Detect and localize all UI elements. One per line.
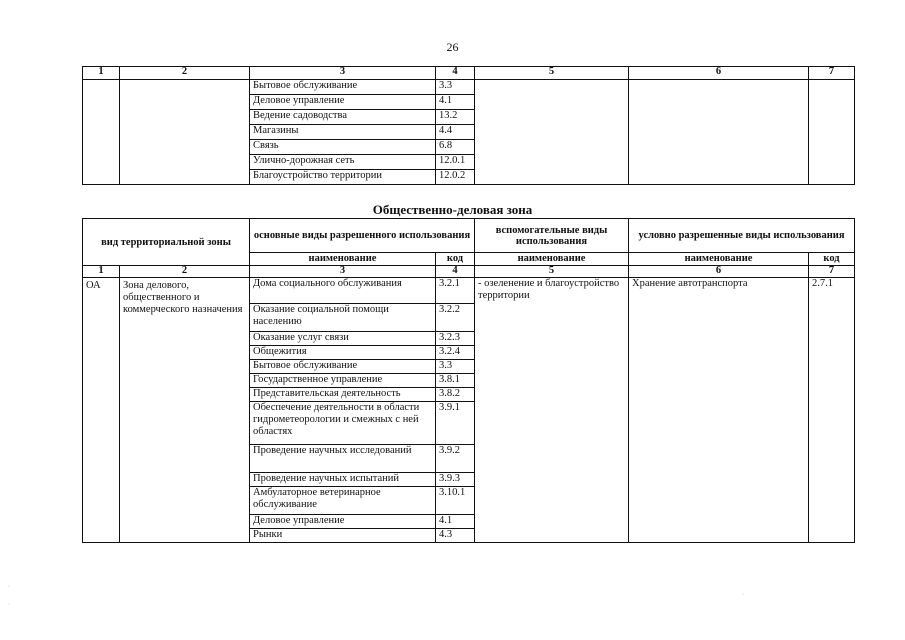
col-number: 1	[83, 67, 120, 80]
col-number: 3	[250, 67, 436, 80]
scan-speck: ·	[8, 602, 10, 608]
zone-name: Зона делового, общественного и коммерческого назначения	[120, 278, 250, 543]
zone-code: ОА	[83, 278, 120, 543]
col-number: 4	[436, 266, 475, 278]
zone-table	[82, 218, 855, 543]
use-name: Представительская деятельность	[250, 388, 436, 402]
col-number: 5	[475, 266, 629, 278]
use-name: Амбулаторное ветеринарное обслуживание	[250, 487, 436, 515]
col-number: 6	[629, 266, 809, 278]
subheader-code: код	[436, 253, 475, 266]
col-number: 2	[120, 67, 250, 80]
use-code: 3.9.3	[436, 473, 475, 487]
use-code: 4.3	[436, 529, 475, 543]
use-code: 3.8.2	[436, 388, 475, 402]
use-name: Ведение садоводства	[250, 110, 436, 125]
use-name: Деловое управление	[250, 95, 436, 110]
col-number: 6	[629, 67, 809, 80]
subheader-name: наименование	[250, 253, 436, 266]
scan-speck: ·	[742, 592, 744, 598]
use-code: 3.10.1	[436, 487, 475, 515]
header-main-uses: основные виды разрешенного использования	[250, 219, 475, 253]
use-code: 3.2.1	[436, 278, 475, 304]
subheader-name: наименование	[475, 253, 629, 266]
use-code: 3.9.1	[436, 402, 475, 445]
use-name: Магазины	[250, 125, 436, 140]
empty-cell	[629, 80, 809, 185]
header-conditional-uses: условно разрешенные виды использования	[629, 219, 855, 253]
column-number-row	[83, 67, 855, 80]
use-code: 3.2.2	[436, 304, 475, 332]
use-name: Благоустройство территории	[250, 170, 436, 185]
empty-cell	[83, 80, 120, 185]
use-name: Деловое управление	[250, 515, 436, 529]
scan-speck: ·	[8, 584, 10, 590]
use-code: 12.0.2	[436, 170, 475, 185]
column-number-row	[83, 266, 855, 278]
col-number: 3	[250, 266, 436, 278]
header-row	[83, 219, 855, 253]
col-number: 2	[120, 266, 250, 278]
header-aux-uses: вспомогательные виды использования	[475, 219, 629, 253]
use-code: 13.2	[436, 110, 475, 125]
use-name: Дома социального обслуживания	[250, 278, 436, 304]
use-name: Оказание услуг связи	[250, 332, 436, 346]
use-code: 3.2.4	[436, 346, 475, 360]
use-name: Государственное управление	[250, 374, 436, 388]
use-name: Проведение научных испытаний	[250, 473, 436, 487]
use-code: 3.2.3	[436, 332, 475, 346]
empty-cell	[809, 80, 855, 185]
subheader-code: код	[809, 253, 855, 266]
section-title: Общественно-деловая зона	[372, 202, 533, 217]
use-name: Связь	[250, 140, 436, 155]
table-row	[83, 80, 855, 95]
table-row	[83, 278, 855, 304]
use-code: 12.0.1	[436, 155, 475, 170]
col-number: 4	[436, 67, 475, 80]
use-name: Рынки	[250, 529, 436, 543]
conditional-use-code: 2.7.1	[809, 278, 855, 543]
header-zone-type: вид территориальной зоны	[83, 219, 250, 266]
col-number: 7	[809, 266, 855, 278]
empty-cell	[120, 80, 250, 185]
col-number: 7	[809, 67, 855, 80]
use-code: 3.8.1	[436, 374, 475, 388]
use-code: 3.9.2	[436, 445, 475, 473]
use-name: Общежития	[250, 346, 436, 360]
subheader-name: наименование	[629, 253, 809, 266]
col-number: 1	[83, 266, 120, 278]
use-code: 4.1	[436, 515, 475, 529]
aux-use-name: - озеленение и благоустройство территории	[475, 278, 629, 543]
col-number: 5	[475, 67, 629, 80]
use-code: 6.8	[436, 140, 475, 155]
use-name: Бытовое обслуживание	[250, 80, 436, 95]
use-name: Обеспечение деятельности в области гидрометеорологии и смежных с ней областях	[250, 402, 436, 445]
use-name: Оказание социальной помощи населению	[250, 304, 436, 332]
use-code: 4.1	[436, 95, 475, 110]
use-name: Бытовое обслуживание	[250, 360, 436, 374]
use-code: 4.4	[436, 125, 475, 140]
use-name: Проведение научных исследований	[250, 445, 436, 473]
conditional-use-name: Хранение автотранспорта	[629, 278, 809, 543]
use-code: 3.3	[436, 80, 475, 95]
page-number: 26	[446, 40, 459, 54]
continuation-table	[82, 66, 855, 185]
use-code: 3.3	[436, 360, 475, 374]
use-name: Улично-дорожная сеть	[250, 155, 436, 170]
empty-cell	[475, 80, 629, 185]
